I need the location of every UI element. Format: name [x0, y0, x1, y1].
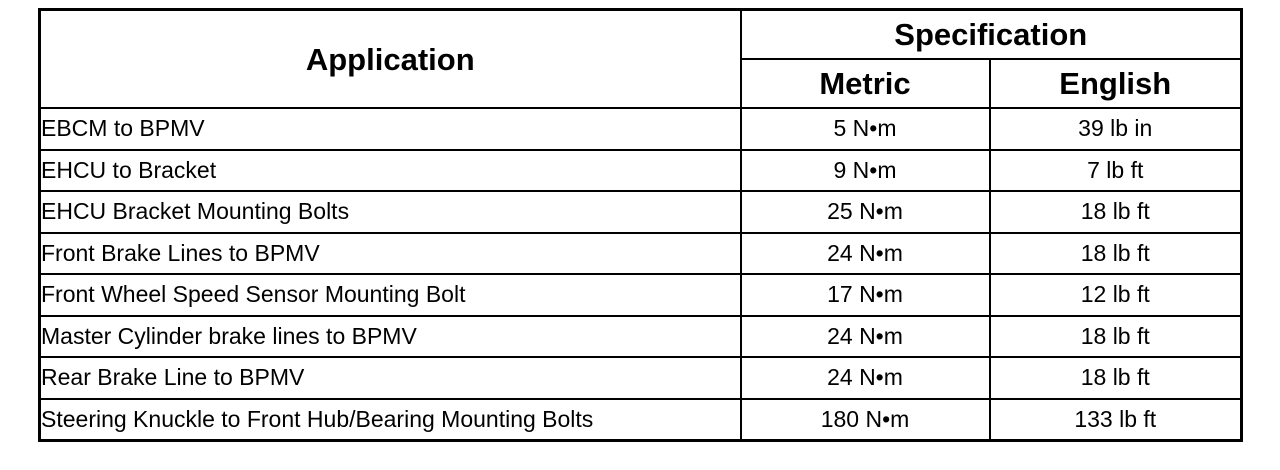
metric-cell: 9 N•m — [741, 150, 990, 192]
metric-cell: 24 N•m — [741, 357, 990, 399]
table-row — [40, 399, 1242, 441]
application-header: Application — [40, 10, 741, 109]
application-cell: EHCU to Bracket — [40, 150, 741, 192]
application-cell: Steering Knuckle to Front Hub/Bearing Mounting Bolts — [40, 399, 741, 441]
table-row — [40, 357, 1242, 399]
application-cell: Front Brake Lines to BPMV — [40, 233, 741, 275]
english-cell: 18 lb ft — [990, 357, 1242, 399]
table-row — [40, 191, 1242, 233]
english-cell: 18 lb ft — [990, 191, 1242, 233]
english-cell: 7 lb ft — [990, 150, 1242, 192]
english-cell: 39 lb in — [990, 108, 1242, 150]
english-header: English — [990, 59, 1242, 108]
metric-cell: 17 N•m — [741, 274, 990, 316]
metric-cell: 5 N•m — [741, 108, 990, 150]
table-body — [40, 108, 1242, 441]
application-cell: Master Cylinder brake lines to BPMV — [40, 316, 741, 358]
application-cell: Rear Brake Line to BPMV — [40, 357, 741, 399]
table-row — [40, 108, 1242, 150]
metric-cell: 25 N•m — [741, 191, 990, 233]
table-row — [40, 316, 1242, 358]
table-row — [40, 150, 1242, 192]
metric-cell: 24 N•m — [741, 233, 990, 275]
english-cell: 12 lb ft — [990, 274, 1242, 316]
table-header — [40, 10, 1242, 109]
header-row-top — [40, 10, 1242, 60]
table-row — [40, 233, 1242, 275]
application-cell: EBCM to BPMV — [40, 108, 741, 150]
metric-header: Metric — [741, 59, 990, 108]
specification-header: Specification — [741, 10, 1242, 60]
metric-cell: 24 N•m — [741, 316, 990, 358]
application-cell: EHCU Bracket Mounting Bolts — [40, 191, 741, 233]
english-cell: 18 lb ft — [990, 316, 1242, 358]
english-cell: 133 lb ft — [990, 399, 1242, 441]
application-cell: Front Wheel Speed Sensor Mounting Bolt — [40, 274, 741, 316]
fastener-spec-table — [38, 8, 1243, 442]
table-row — [40, 274, 1242, 316]
english-cell: 18 lb ft — [990, 233, 1242, 275]
metric-cell: 180 N•m — [741, 399, 990, 441]
